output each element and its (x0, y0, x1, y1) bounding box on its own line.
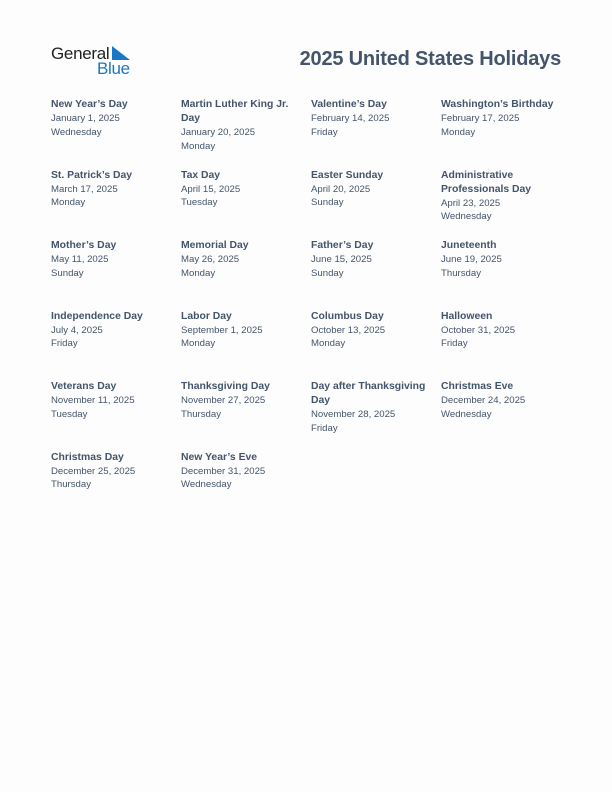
general-blue-logo (51, 44, 141, 78)
holiday-name: Christmas Eve (441, 381, 514, 392)
holiday-weekday: Thursday (181, 408, 221, 420)
holiday-name: Day after Thanksgiving Day (311, 381, 426, 406)
holiday-date: June 15, 2025 (311, 254, 372, 265)
holiday-entry (181, 310, 311, 381)
holiday-name: Halloween (441, 310, 493, 322)
holiday-entry (51, 310, 181, 381)
holiday-entry (311, 310, 441, 381)
holiday-weekday: Tuesday (181, 197, 218, 208)
holiday-name: Veterans Day (51, 381, 117, 392)
holiday-entry (181, 380, 311, 451)
holiday-weekday: Wednesday (181, 479, 232, 490)
holiday-entry (441, 310, 571, 381)
holiday-name: Administrative Professionals Day (441, 169, 532, 195)
holiday-date: September 1, 2025 (181, 324, 263, 336)
holiday-date: December 24, 2025 (441, 395, 526, 406)
holiday-date: April 15, 2025 (181, 183, 241, 195)
holiday-date: April 23, 2025 (441, 197, 501, 209)
holiday-entry (311, 380, 441, 451)
holiday-name: Easter Sunday (311, 169, 384, 181)
holiday-name: New Year’s Day (51, 99, 128, 110)
holiday-entry (441, 169, 571, 240)
holiday-date: November 28, 2025 (311, 409, 396, 420)
holiday-date: December 25, 2025 (51, 465, 136, 477)
holiday-entry (311, 239, 441, 310)
holiday-weekday: Friday (51, 338, 78, 349)
holiday-name: Labor Day (181, 310, 232, 322)
holiday-weekday: Sunday (311, 267, 344, 279)
holiday-weekday: Sunday (311, 197, 344, 208)
holiday-weekday: Monday (441, 126, 476, 138)
holiday-date: January 1, 2025 (51, 113, 120, 124)
holiday-name: Mother’s Day (51, 240, 117, 251)
holiday-name: New Year’s Eve (181, 451, 258, 463)
holiday-grid (51, 98, 571, 521)
holiday-name: Father’s Day (311, 240, 374, 251)
holiday-date: March 17, 2025 (51, 183, 118, 195)
holiday-date: April 20, 2025 (311, 183, 371, 195)
holiday-date: July 4, 2025 (51, 324, 103, 336)
holiday-weekday: Friday (441, 338, 468, 349)
holiday-entry (51, 98, 181, 169)
holiday-weekday: Wednesday (51, 126, 102, 138)
holiday-date: December 31, 2025 (181, 465, 266, 477)
holiday-weekday: Thursday (441, 267, 481, 279)
page-title: 2025 United States Holidays (299, 48, 561, 70)
holiday-weekday: Wednesday (441, 211, 492, 222)
holiday-weekday: Monday (181, 267, 216, 279)
holiday-date: February 17, 2025 (441, 113, 520, 124)
holiday-weekday: Wednesday (441, 408, 492, 420)
holiday-entry (51, 451, 181, 522)
holiday-name: Juneteenth (441, 240, 497, 251)
holiday-date: February 14, 2025 (311, 113, 390, 124)
holiday-name: Columbus Day (311, 310, 384, 322)
holiday-weekday: Tuesday (51, 408, 88, 420)
holiday-weekday: Monday (51, 197, 86, 208)
holiday-entry (311, 98, 441, 169)
holiday-name: Christmas Day (51, 451, 124, 463)
holiday-name: Independence Day (51, 310, 143, 322)
holiday-weekday: Monday (311, 338, 346, 349)
holiday-name: Tax Day (181, 169, 221, 181)
holiday-entry (441, 380, 571, 451)
holiday-weekday: Monday (181, 338, 216, 349)
holiday-name: Martin Luther King Jr. Day (181, 99, 289, 124)
holiday-name: St. Patrick’s Day (51, 169, 133, 181)
holiday-entry (181, 451, 311, 522)
holiday-date: November 27, 2025 (181, 395, 266, 406)
holiday-entry (51, 169, 181, 240)
holiday-date: November 11, 2025 (51, 395, 135, 406)
logo-text-blue: Blue (97, 59, 130, 78)
holiday-entry (51, 239, 181, 310)
logo-text-general: General (51, 44, 110, 63)
holiday-name: Valentine’s Day (311, 99, 387, 110)
logo-triangle-icon (112, 46, 130, 60)
holiday-entry (311, 169, 441, 240)
holiday-entry (181, 239, 311, 310)
holiday-weekday: Friday (311, 126, 338, 138)
holiday-entry (441, 98, 571, 169)
holiday-date: October 13, 2025 (311, 324, 386, 336)
holiday-entry (181, 98, 311, 169)
holiday-weekday: Sunday (51, 267, 84, 279)
holiday-date: May 11, 2025 (51, 254, 109, 265)
holiday-entry (51, 380, 181, 451)
holiday-date: January 20, 2025 (181, 127, 256, 138)
holiday-date: June 19, 2025 (441, 254, 502, 265)
holiday-weekday: Monday (181, 140, 216, 152)
holiday-weekday: Friday (311, 422, 338, 434)
holiday-name: Thanksgiving Day (181, 381, 270, 392)
holiday-name: Memorial Day (181, 240, 249, 251)
holiday-date: October 31, 2025 (441, 324, 516, 336)
holiday-entry (181, 169, 311, 240)
holiday-date: May 26, 2025 (181, 254, 240, 265)
holiday-name: Washington’s Birthday (441, 99, 554, 110)
holiday-weekday: Thursday (51, 479, 91, 490)
holiday-entry (441, 239, 571, 310)
